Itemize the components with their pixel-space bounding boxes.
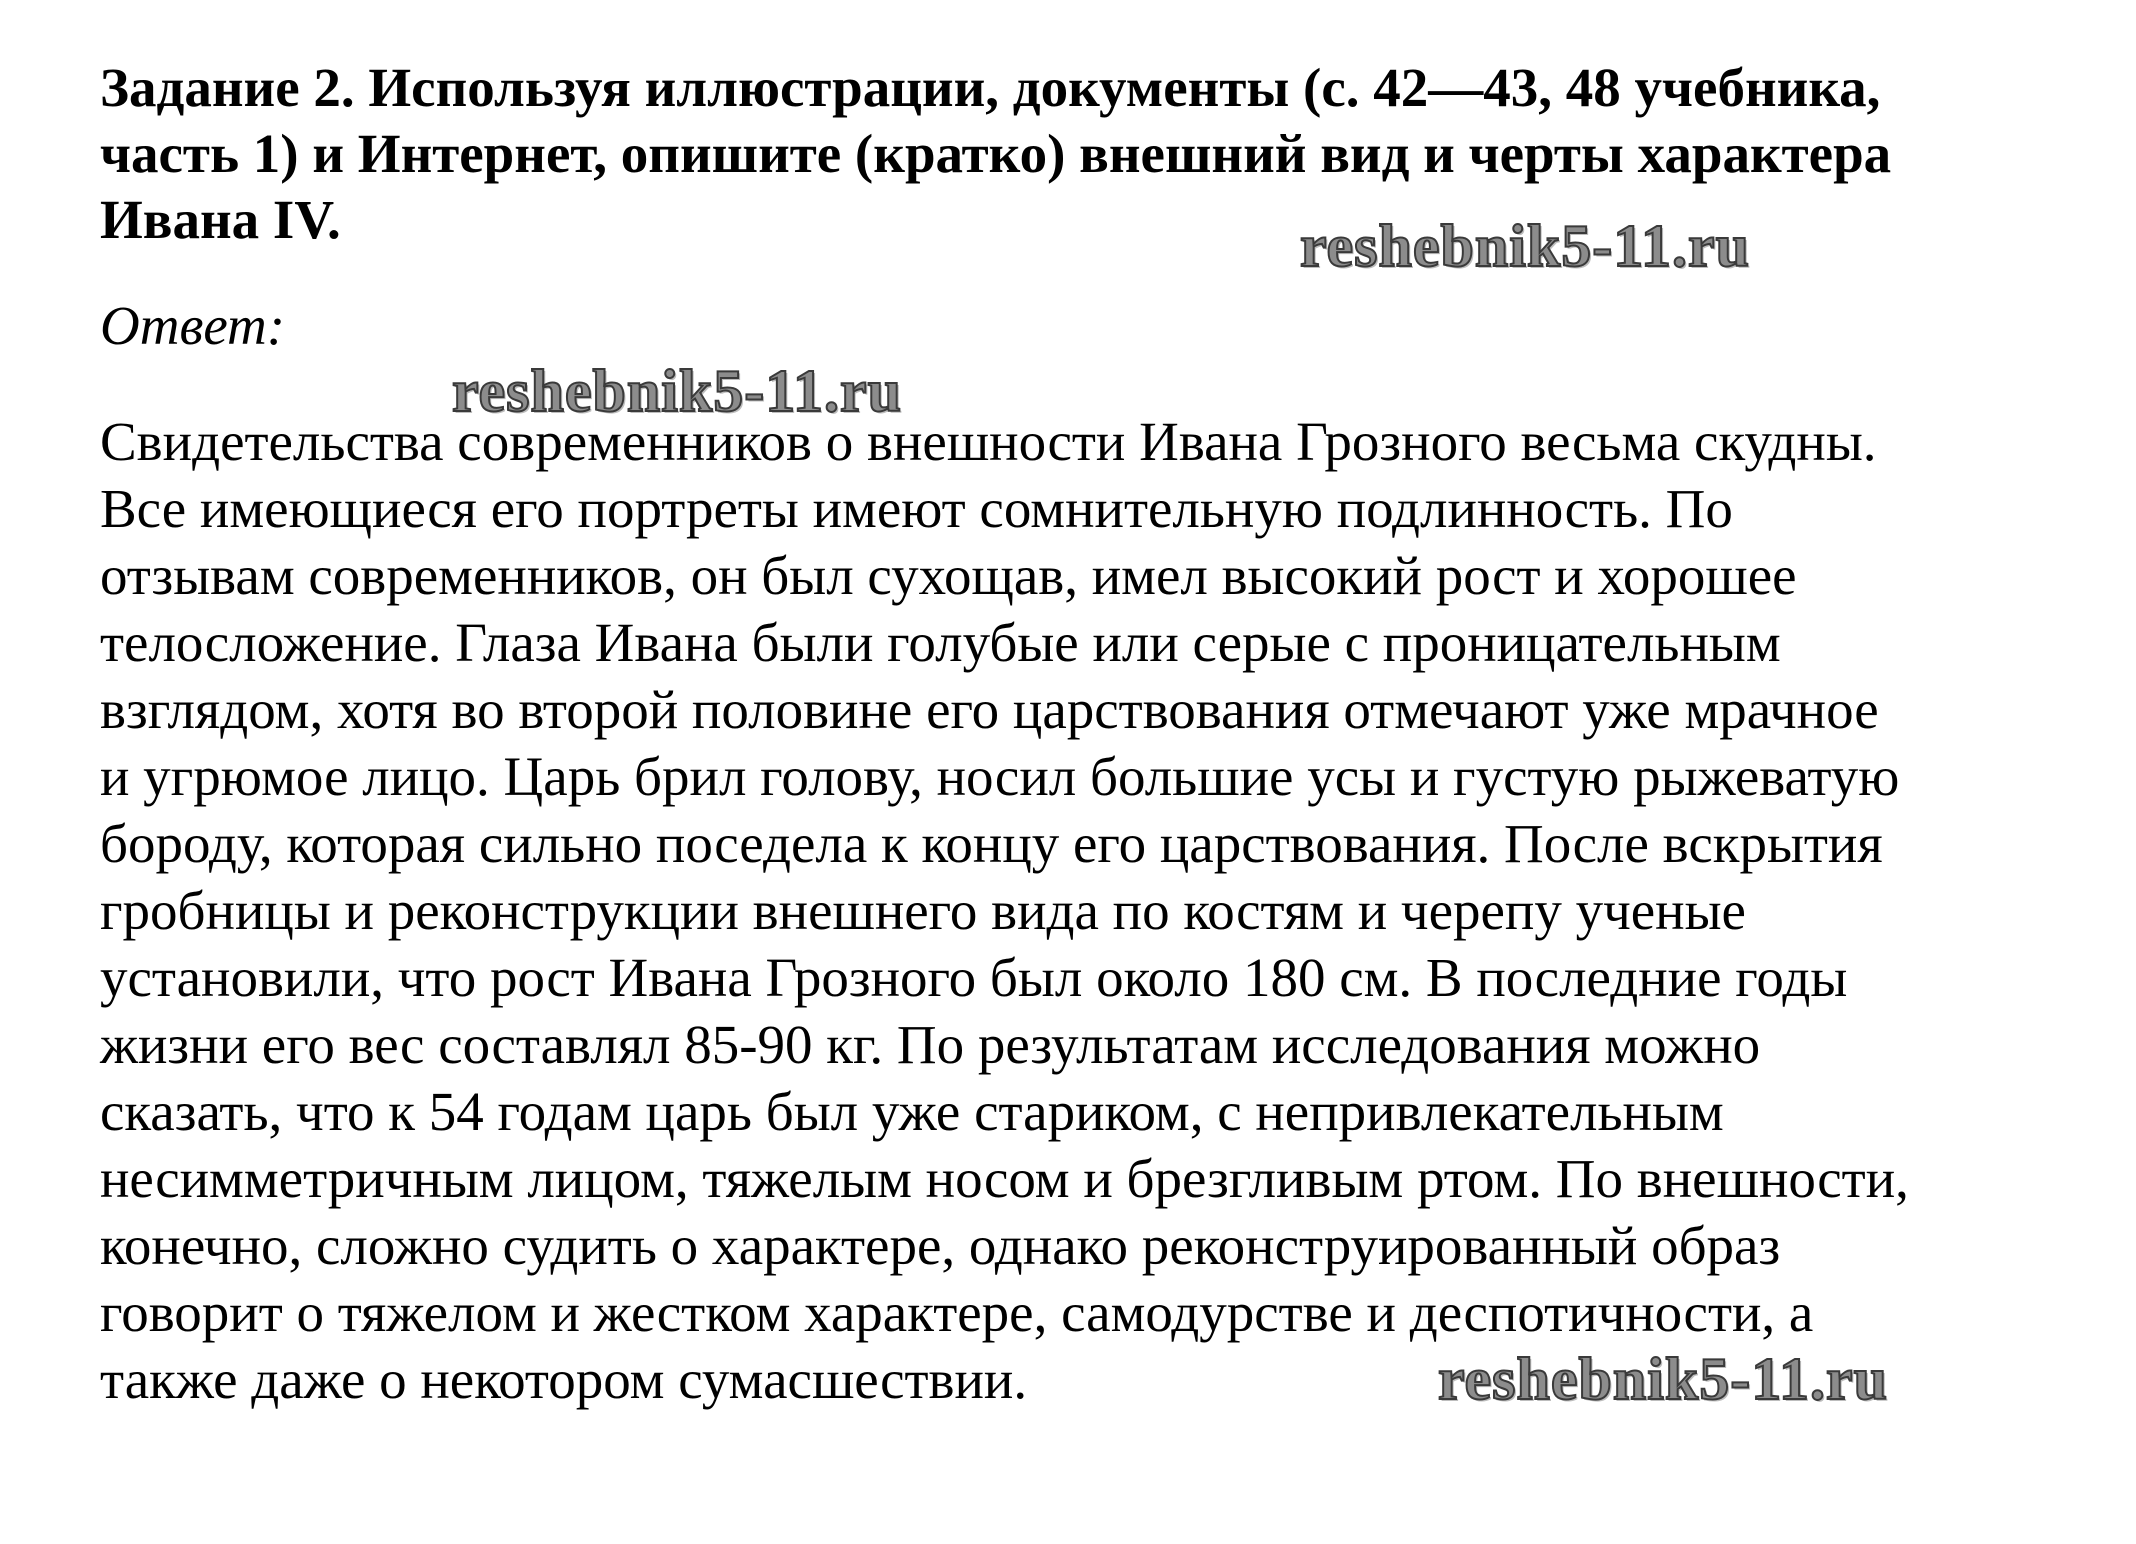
answer-line-5: взглядом, хотя во второй половине его царствования отмечают уже мрачное	[100, 679, 1879, 740]
task-heading-line-3: Ивана IV.	[100, 189, 341, 250]
watermark-large: reshebnik5-11.ru	[1300, 213, 1750, 279]
answer-line-15: также даже о некотором сумасшествии.	[100, 1349, 1028, 1410]
answer-line-9: установили, что рост Ивана Грозного был около 180 см. В последние годы	[100, 947, 1848, 1008]
answer-line-8: гробницы и реконструкции внешнего вида по костям и черепу ученые	[100, 880, 1746, 941]
answer-label: Ответ:	[100, 295, 286, 356]
answer-line-7: бороду, которая сильно поседела к концу его царствования. После вскрытия	[100, 813, 1883, 874]
answer-line-12: несимметричным лицом, тяжелым носом и брезгливым ртом. По внешности,	[100, 1148, 1909, 1209]
answer-line-10: жизни его вес составлял 85-90 кг. По результатам исследования можно	[100, 1014, 1761, 1075]
task-heading-line-1: Задание 2. Используя иллюстрации, документы (с. 42—43, 48 учебника,	[100, 57, 1881, 118]
answer-line-1: Свидетельства современников о внешности Ивана Грозного весьма скудны.	[100, 411, 1877, 472]
answer-line-14: говорит о тяжелом и жестком характере, самодурстве и деспотичности, а	[100, 1282, 1814, 1343]
answer-line-4: телосложение. Глаза Ивана были голубые или серые с проницательным	[100, 612, 1781, 673]
answer-line-13: конечно, сложно судить о характере, однако реконструированный образ	[100, 1215, 1781, 1276]
task-heading-line-2: часть 1) и Интернет, опишите (кратко) внешний вид и черты характера	[100, 123, 1892, 184]
answer-line-6: и угрюмое лицо. Царь брил голову, носил большие усы и густую рыжеватую	[100, 746, 1900, 807]
watermark-large: reshebnik5-11.ru	[1438, 1346, 1888, 1412]
answer-line-2: Все имеющиеся его портреты имеют сомнительную подлинность. По	[100, 478, 1733, 539]
answer-line-11: сказать, что к 54 годам царь был уже стариком, с непривлекательным	[100, 1081, 1724, 1142]
watermark-large: reshebnik5-11.ru	[452, 358, 902, 424]
answer-line-3: отзывам современников, он был сухощав, имел высокий рост и хорошее	[100, 545, 1797, 606]
